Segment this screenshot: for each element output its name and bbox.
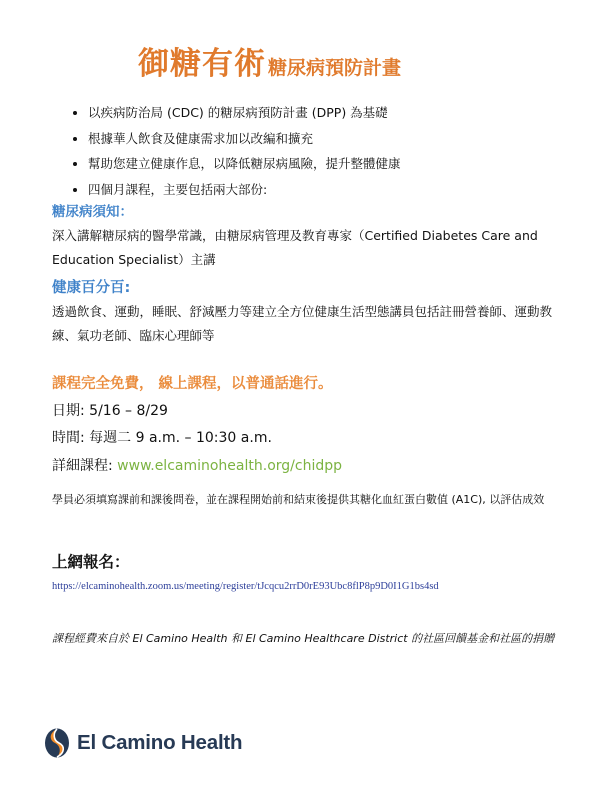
list-item: • 四個月課程，主要包括兩大部份: — [88, 177, 588, 203]
el-camino-health-logo-icon — [44, 728, 70, 758]
list-item: • 幫助您建立健康作息，以降低糖尿病風險，提升整體健康 — [88, 151, 588, 177]
date-label: 日期: — [52, 403, 85, 419]
course-time — [52, 427, 272, 447]
time-label: 時間: — [52, 430, 85, 446]
logo-name: El Camino Health — [77, 731, 243, 754]
course-date — [52, 400, 168, 420]
title-sub: 糖尿病預防計畫 — [268, 57, 402, 79]
page-title — [138, 38, 401, 83]
course-details — [52, 455, 342, 475]
program-bullet-list — [52, 100, 588, 202]
section-body-health: 透過飲食、運動，睡眠、舒減壓力等建立全方位健康生活型態講員包括註冊營養師、運動教練、氣功老師、臨床心理師等 — [52, 304, 553, 343]
section-body-diabetes: 深入講解糖尿病的醫學常識，由糖尿病管理及教育專家（Certified Diabetes Care and Education Specialist）主講 — [52, 228, 538, 267]
funding-statement: 課程經費來自於 El Camino Health 和 El Camino Healthcare District 的社區回饋基金和社區的捐贈 — [52, 632, 555, 645]
free-course-notice: 課程完全免費， 線上課程，以普通話進行。 — [52, 376, 333, 392]
section-heading-diabetes: 糖尿病須知： — [52, 204, 133, 220]
title-main: 御糖有術 — [138, 46, 266, 82]
registration-link[interactable]: https://elcaminohealth.zoom.us/meeting/register/tJcqcu2rrD0rE93Ubc8flP8p9D0I1G1bs4sd — [52, 581, 439, 592]
section-heading-health: 健康百分百: — [52, 280, 131, 296]
registration-heading: 上網報名： — [52, 553, 130, 571]
list-item: • 以疾病防治局 (CDC) 的糖尿病預防計畫 (DPP) 為基礎 — [88, 100, 588, 126]
list-item: • 根據華人飲食及健康需求加以改編和擴充 — [88, 126, 588, 152]
survey-note: 學員必須填寫課前和課後問卷，並在課程開始前和結束後提供其糖化血紅蛋白數值 (A1C), 以評估成效 — [52, 493, 545, 506]
details-link[interactable]: www.elcaminohealth.org/chidpp — [117, 458, 342, 474]
details-label: 詳細課程: — [52, 458, 113, 474]
date-value: 5/16 – 8/29 — [89, 403, 168, 419]
el-camino-health-logo — [44, 727, 242, 759]
time-value: 每週二 9 a.m. – 10:30 a.m. — [89, 430, 272, 446]
